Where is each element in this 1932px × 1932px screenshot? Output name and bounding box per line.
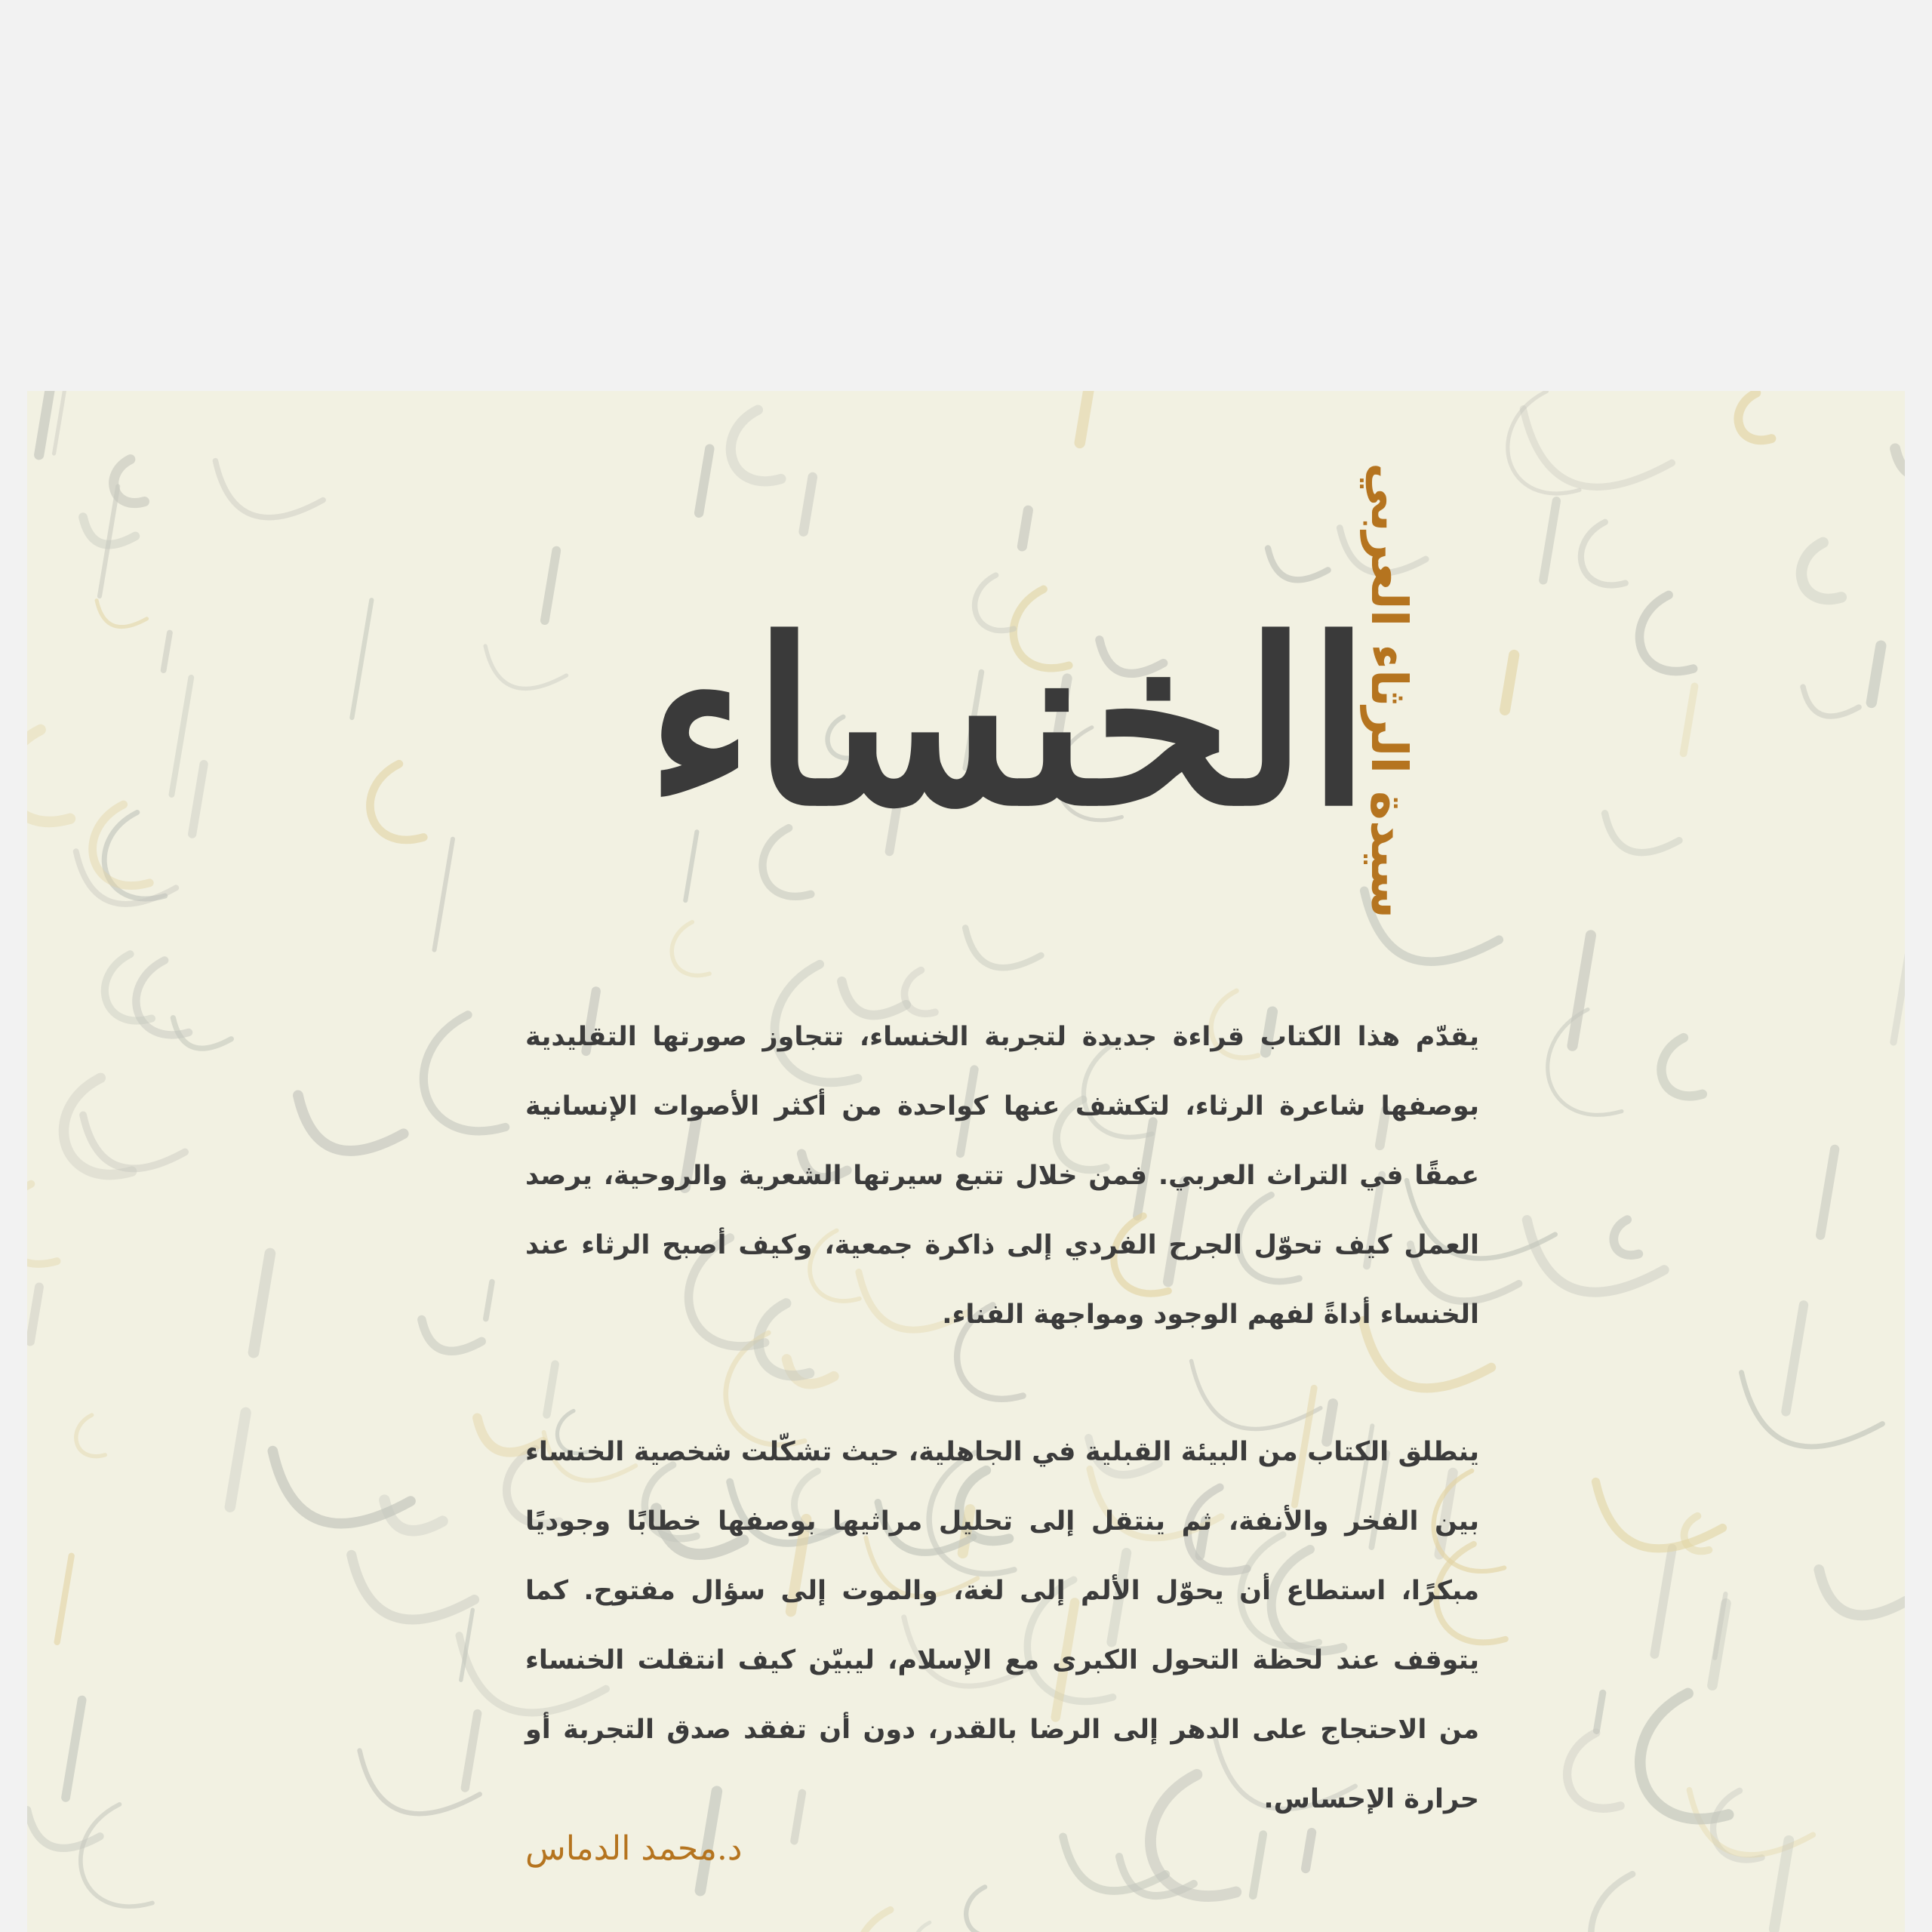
background-calligraphy-stroke: [1573, 935, 1591, 1045]
background-calligraphy-stroke: [914, 1922, 943, 1932]
background-calligraphy-stroke: [1774, 1841, 1789, 1929]
book-title: الخنساء: [646, 589, 1371, 856]
background-calligraphy-stroke: [298, 1095, 404, 1151]
background-calligraphy-stroke: [1661, 1038, 1702, 1096]
background-calligraphy-stroke: [1505, 655, 1514, 710]
background-calligraphy-stroke: [1548, 1010, 1622, 1115]
background-calligraphy-stroke: [1738, 393, 1771, 441]
background-calligraphy-stroke: [857, 1910, 920, 1932]
background-calligraphy-stroke: [76, 1415, 105, 1457]
background-calligraphy-stroke: [352, 1555, 475, 1620]
background-calligraphy-stroke: [83, 1115, 185, 1168]
background-calligraphy-stroke: [422, 1320, 481, 1352]
background-calligraphy-stroke: [27, 730, 70, 822]
background-calligraphy-stroke: [965, 928, 1041, 968]
background-calligraphy-stroke: [1581, 522, 1626, 586]
background-calligraphy-stroke: [39, 391, 55, 455]
background-calligraphy-stroke: [546, 1364, 555, 1415]
background-calligraphy-stroke: [66, 1700, 82, 1798]
background-calligraphy-stroke: [57, 1556, 72, 1642]
background-calligraphy-stroke: [192, 764, 204, 834]
background-calligraphy-stroke: [215, 461, 323, 518]
background-calligraphy-stroke: [1894, 949, 1905, 1042]
background-calligraphy-stroke: [1713, 1791, 1761, 1860]
description-paragraph-2: ينطلق الكتاب من البيئة القبلية في الجاهلية، حيث تشكّلت شخصية الخنساء بين الفخر والأنفة، ثم ينتقل إلى تحليل مراثيها بوصفها خطابًا وجوديًا مبكرًا، استطاع أن يحوّل الألم إلى لغة، والموت إلى سؤال مفتوح. كما يتوقف عند لحظة التحول الكبرى مع الإسلام، ليبيّن كيف انتقلت الخنساء من الاحتجاج على الدهر إلى الرضا بالقدر، دون أن تفقد صدق التجربة أو حرارة الإحساس.: [525, 1437, 1479, 1814]
background-calligraphy-stroke: [63, 1078, 131, 1174]
background-calligraphy-stroke: [1684, 686, 1695, 753]
background-calligraphy-stroke: [1527, 1220, 1664, 1293]
background-calligraphy-stroke: [81, 1804, 152, 1906]
author-signature: د.محمد الدماس: [525, 1829, 743, 1868]
background-calligraphy-stroke: [105, 954, 152, 1020]
background-calligraphy-stroke: [1712, 1604, 1726, 1686]
description-paragraph-1: يقدّم هذا الكتاب قراءة جديدة لتجربة الخنساء، تتجاوز صورتها التقليدية بوصفها شاعرة الرثاء، لتكشف عنها كواحدة من أكثر الأصوات الإنسانية عمقًا في التراث العربي. فمن خلال تتبع سيرتها الشعرية والروحية، يرصد العمل كيف تحوّل الجرح الفردي إلى ذاكرة جمعية، وكيف أصبح الرثاء عند الخنساء أداةً لفهم الوجود ومواجهة الفناء.: [525, 1022, 1479, 1330]
background-calligraphy-stroke: [1080, 391, 1094, 443]
background-calligraphy-stroke: [1872, 646, 1881, 703]
background-calligraphy-stroke: [1742, 1373, 1883, 1447]
background-calligraphy-stroke: [1022, 510, 1028, 546]
background-calligraphy-stroke: [1567, 1733, 1620, 1808]
background-calligraphy-stroke: [1895, 448, 1905, 476]
background-calligraphy-stroke: [1596, 1693, 1602, 1730]
background-calligraphy-stroke: [254, 1254, 270, 1352]
background-calligraphy-stroke: [485, 646, 566, 689]
background-calligraphy-stroke: [1605, 814, 1679, 853]
background-calligraphy-stroke: [1820, 1149, 1835, 1235]
background-calligraphy-stroke: [27, 1184, 57, 1264]
background-calligraphy-stroke: [1654, 1549, 1672, 1654]
background-calligraphy-stroke: [164, 633, 170, 671]
background-calligraphy-stroke: [352, 600, 371, 718]
background-calligraphy-stroke: [97, 601, 146, 627]
background-calligraphy-stroke: [1253, 1835, 1263, 1896]
background-calligraphy-stroke: [486, 1282, 492, 1319]
background-calligraphy-stroke: [1591, 1874, 1667, 1932]
background-calligraphy-stroke: [54, 391, 70, 454]
background-calligraphy-stroke: [804, 477, 813, 531]
background-calligraphy-stroke: [230, 1413, 246, 1507]
background-calligraphy-stroke: [545, 551, 556, 620]
book-subtitle: سيدة الرثاء العربي: [1360, 463, 1418, 918]
background-calligraphy-stroke: [1801, 543, 1841, 599]
background-calligraphy-stroke: [1595, 1481, 1722, 1548]
background-calligraphy-stroke: [370, 764, 423, 840]
background-calligraphy-stroke: [434, 839, 452, 950]
background-calligraphy-stroke: [1306, 1832, 1312, 1869]
background-calligraphy-stroke: [966, 1887, 1001, 1932]
background-calligraphy-stroke: [1786, 1305, 1804, 1411]
background-calligraphy-stroke: [171, 678, 191, 795]
background-calligraphy-stroke: [465, 1713, 477, 1788]
background-calligraphy-stroke: [1803, 687, 1859, 716]
background-calligraphy-stroke: [93, 804, 150, 885]
background-calligraphy-stroke: [1523, 409, 1672, 488]
background-calligraphy-stroke: [1543, 501, 1557, 580]
background-calligraphy-stroke: [731, 410, 781, 481]
background-calligraphy-stroke: [1640, 1694, 1728, 1819]
background-calligraphy-stroke: [699, 449, 709, 513]
background-calligraphy-stroke: [136, 960, 189, 1035]
background-calligraphy-stroke: [30, 1287, 39, 1342]
background-calligraphy-stroke: [672, 922, 709, 976]
background-calligraphy-stroke: [423, 1015, 505, 1131]
background-calligraphy-stroke: [1819, 1570, 1905, 1615]
background-calligraphy-stroke: [1614, 1220, 1638, 1255]
book-back-cover: [27, 391, 1905, 1932]
background-calligraphy-stroke: [1640, 595, 1694, 671]
